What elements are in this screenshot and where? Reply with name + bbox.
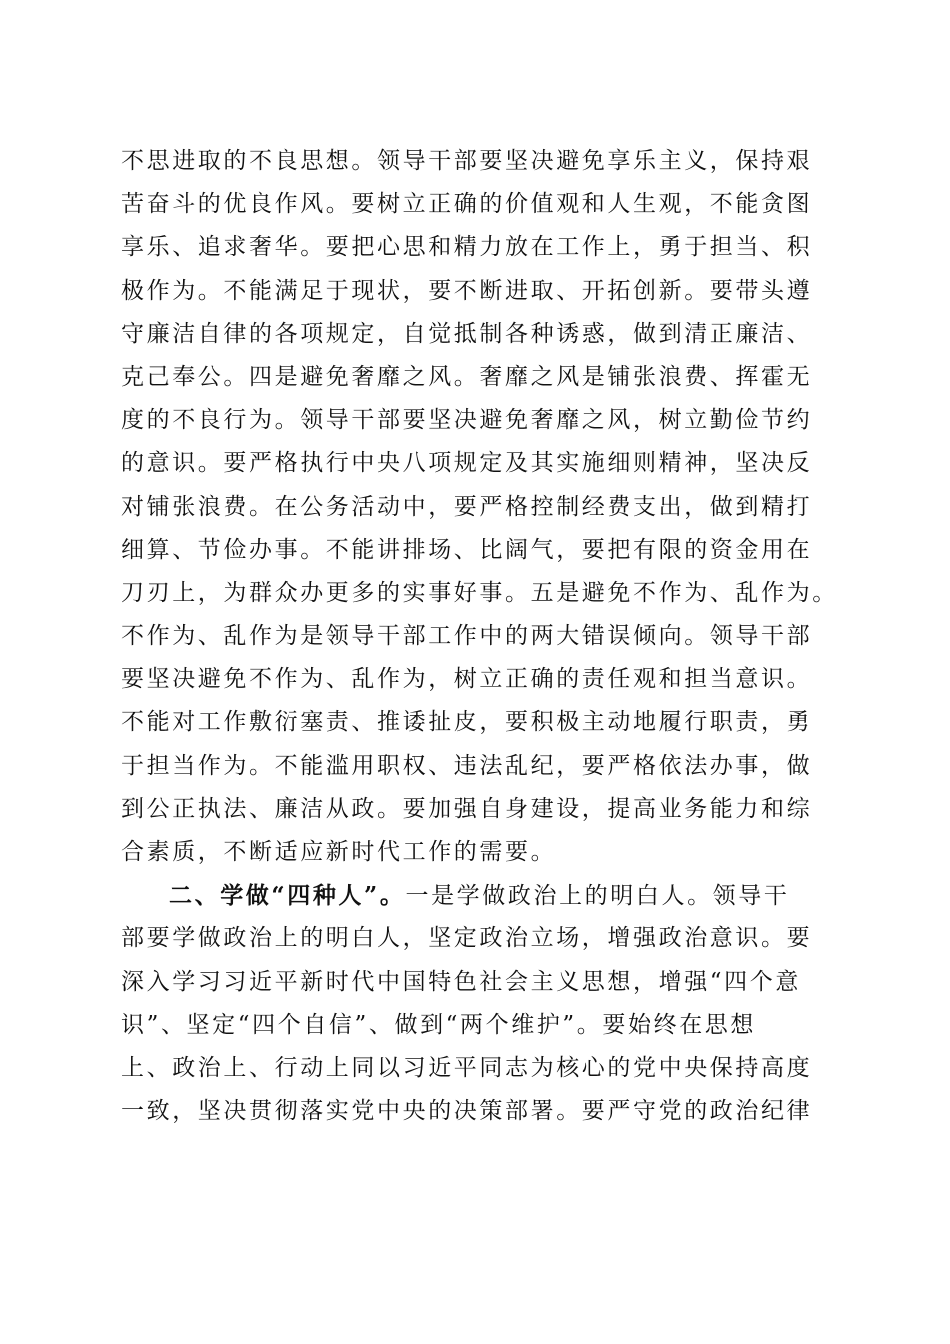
text-line: 上、政治上、行动上同以习近平同志为核心的党中央保持高度 — [121, 1054, 813, 1081]
body-text — [121, 140, 841, 1133]
text-line: 一致，坚决贯彻落实党中央的决策部署。要严守党的政治纪律 — [121, 1098, 813, 1125]
text-line: 刀刃上，为群众办更多的实事好事。五是避免不作为、乱作为。 — [121, 579, 838, 606]
text-line: 极作为。不能满足于现状，要不断进取、开拓创新。要带头遵 — [121, 277, 813, 304]
text-line: 度的不良行为。领导干部要坚决避免奢靡之风，树立勤俭节约 — [121, 407, 813, 434]
text-line: 要坚决避免不作为、乱作为，树立正确的责任观和担当意识。 — [121, 666, 813, 693]
text-line: 不能对工作敷衍塞责、推诿扯皮，要积极主动地履行职责，勇 — [121, 709, 813, 736]
text-line: 守廉洁自律的各项规定，自觉抵制各种诱惑，做到清正廉洁、 — [121, 320, 813, 347]
text-line: 到公正执法、廉洁从政。要加强自身建设，提高业务能力和综 — [121, 795, 813, 822]
text-line: 不思进取的不良思想。领导干部要坚决避免享乐主义，保持艰 — [121, 148, 813, 174]
text-line: 苦奋斗的优良作风。要树立正确的价值观和人生观，不能贪图 — [121, 191, 813, 218]
text-line: 享乐、追求奢华。要把心思和精力放在工作上，勇于担当、积 — [121, 234, 813, 261]
paragraph-2 — [121, 874, 841, 1133]
text-line-first — [121, 874, 841, 917]
heading-line-rest: 一是学做政治上的明白人。领导干 — [405, 883, 790, 910]
text-line: 不作为、乱作为是领导干部工作中的两大错误倾向。领导干部 — [121, 623, 813, 650]
text-line: 识”、坚定“四个自信”、做到“两个维护”。要始终在思想 — [121, 1011, 756, 1038]
paragraph-1 — [121, 140, 841, 874]
text-line: 部要学做政治上的明白人，坚定政治立场，增强政治意识。要 — [121, 925, 813, 952]
text-line: 的意识。要严格执行中央八项规定及其实施细则精神，坚决反 — [121, 450, 813, 477]
text-line: 于担当作为。不能滥用职权、违法乱纪，要严格依法办事，做 — [121, 752, 813, 779]
text-line: 深入学习习近平新时代中国特色社会主义思想，增强“四个意 — [121, 968, 801, 995]
text-line: 对铺张浪费。在公务活动中，要严格控制经费支出，做到精打 — [121, 493, 813, 520]
section-heading: 二、学做“四种人”。 — [169, 882, 406, 910]
text-line: 克己奉公。四是避免奢靡之风。奢靡之风是铺张浪费、挥霍无 — [121, 363, 813, 390]
text-line: 合素质，不断适应新时代工作的需要。 — [121, 839, 557, 865]
text-line: 细算、节俭办事。不能讲排场、比阔气，要把有限的资金用在 — [121, 536, 813, 563]
